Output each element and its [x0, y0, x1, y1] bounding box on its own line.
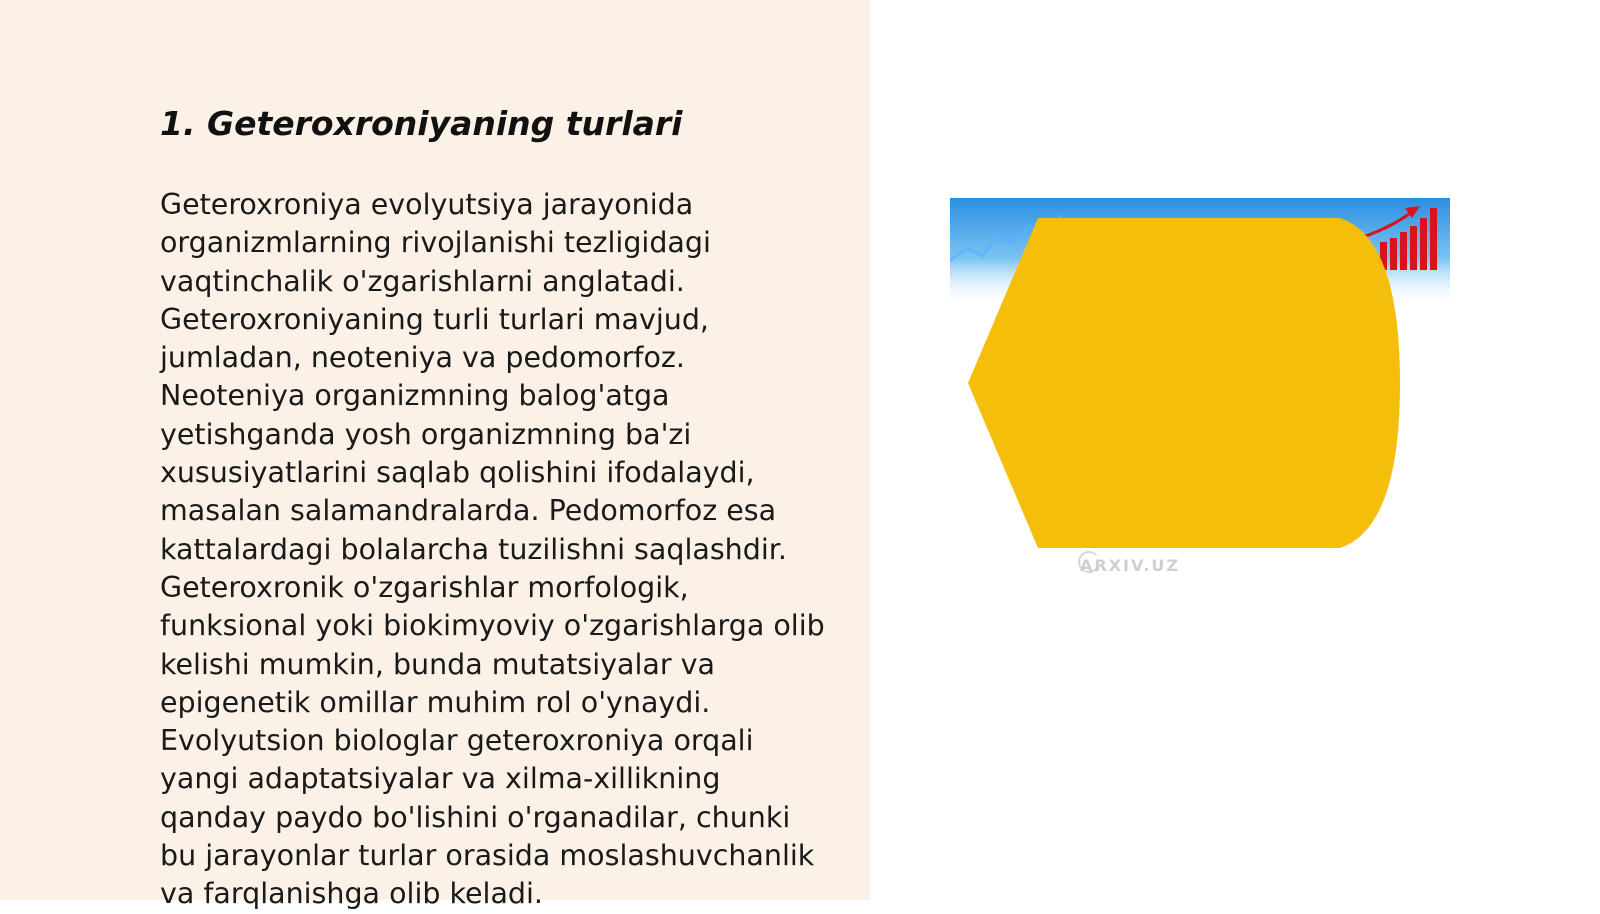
slide-illustration: [950, 198, 1450, 578]
illustration-fine-text: [1053, 236, 1360, 254]
slide-body-text: Geteroxroniya evolyutsiya jarayonida organizmlarning rivojlanishi tezligidagi vaqtinchalik o'zgarishlarni anglatadi. Geteroxroniyaning turli turlari mavjud, jumladan, neoteniya va pedomorfoz. Neoteniya organizmning balog'atga yetishganda yosh organizmning ba'zi xususiyatlarini saqlab qolishini ifodalaydi, masalan salamandralarda. Pedomorfoz esa kattalardagi bolalarcha tuzilishni saqlashdir. Geteroxronik o'zgarishlar morfologik, funksional yoki biokimyoviy o'zgarishlarga olib kelishi mumkin, bunda mutatsiyalar va epigenetik omillar muhim rol o'ynaydi. Evolyutsion biologlar geteroxroniya orqali yangi adaptatsiyalar va xilma-xillikning qanday paydo bo'lishini o'rganadilar, chunki bu jarayonlar turlar orasida moslashuvchanlik va farqlanishga olib keladi.: [160, 188, 825, 911]
yellow-hexagon-shape: [968, 218, 1400, 548]
watermark-text: ARXIV.UZ: [1080, 556, 1180, 575]
slide-title: 1. Geteroxroniyaning turlari: [160, 104, 683, 143]
